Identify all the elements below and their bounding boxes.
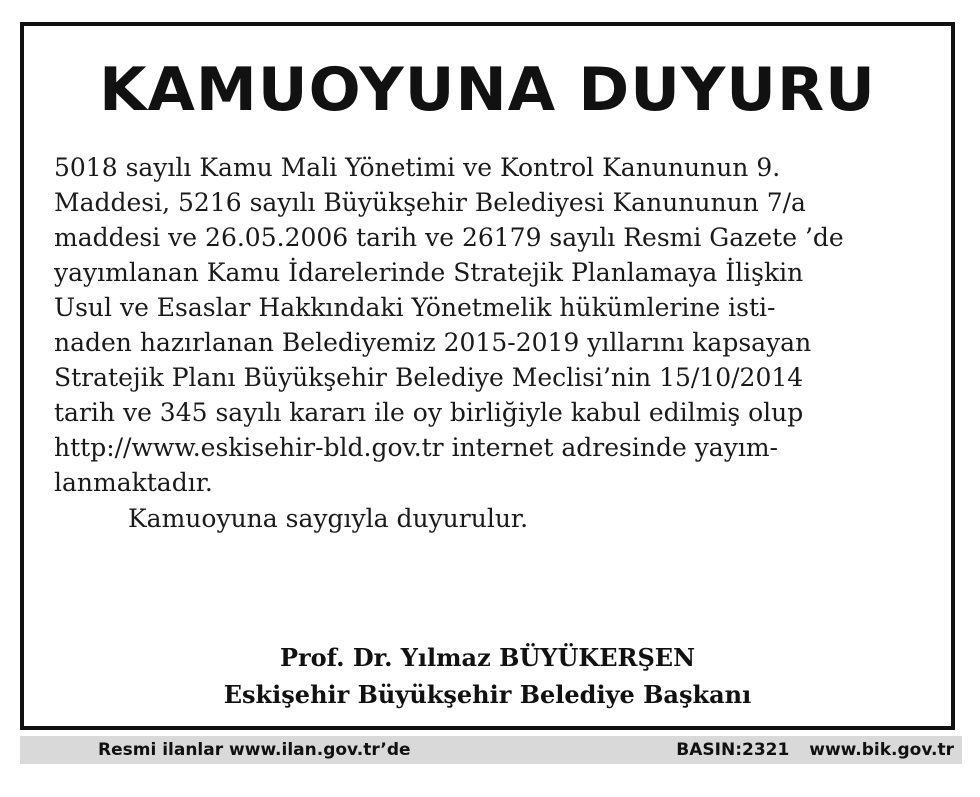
footer-right — [676, 736, 954, 764]
body-line: maddesi ve 26.05.2006 tarih ve 26179 sayılı Resmi Gazete ’de — [54, 223, 844, 252]
footer-ilan-text: Resmi ilanlar www.ilan.gov.tr’de — [98, 740, 411, 760]
body-line: Stratejik Planı Büyükşehir Belediye Meclisi’nin 15/10/2014 — [54, 363, 804, 392]
body-line: yayımlanan Kamu İdarelerinde Stratejik Planlamaya İlişkin — [54, 258, 804, 287]
notice-title: KAMUOYUNA DUYURU — [99, 55, 876, 125]
body-line: http://www.eskisehir-bld.gov.tr internet adresinde yayım- — [54, 433, 778, 462]
basin-code: BASIN:2321 — [676, 740, 790, 760]
body-line: tarih ve 345 sayılı kararı ile oy birliğiyle kabul edilmiş olup — [54, 398, 804, 427]
signatory-name: Prof. Dr. Yılmaz BÜYÜKERŞEN — [279, 643, 696, 672]
footer-bar — [20, 736, 962, 764]
notice-body — [54, 150, 934, 536]
notice-frame — [20, 22, 955, 730]
body-line: Usul ve Esaslar Hakkındaki Yönetmelik hükümlerine isti- — [54, 293, 776, 322]
body-line: Maddesi, 5216 sayılı Büyükşehir Belediyesi Kanununun 7/a — [54, 188, 806, 217]
body-line: naden hazırlanan Belediyemiz 2015-2019 yıllarını kapsayan — [54, 328, 812, 357]
body-line: 5018 sayılı Kamu Mali Yönetimi ve Kontrol Kanununun 9. — [54, 153, 781, 182]
signatory-title: Eskişehir Büyükşehir Belediye Başkanı — [223, 680, 752, 709]
body-line: lanmaktadır. — [54, 468, 213, 497]
closing-line: Kamuoyuna saygıyla duyurulur. — [128, 504, 529, 533]
signature-block — [24, 639, 951, 713]
footer-website: www.bik.gov.tr — [809, 740, 954, 760]
